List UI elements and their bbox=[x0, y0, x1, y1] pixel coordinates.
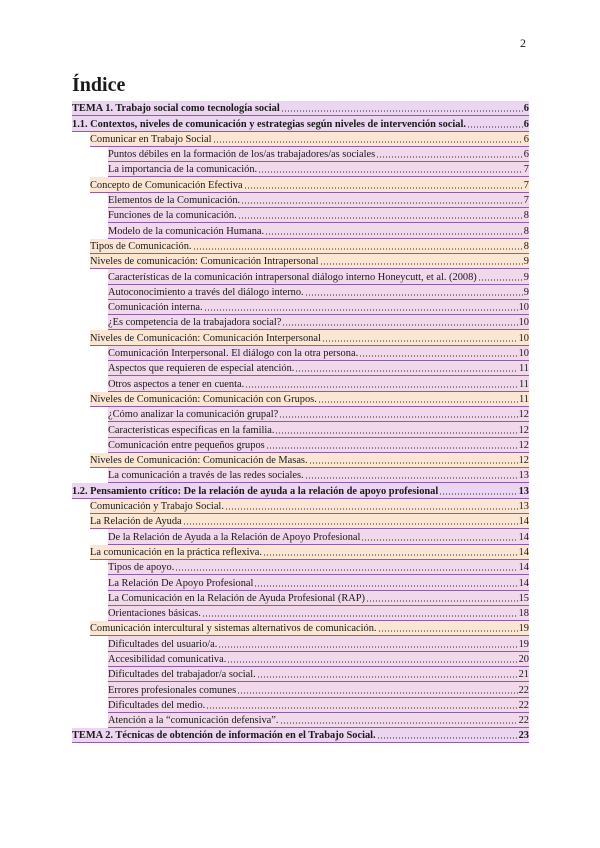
toc-dot-leader bbox=[478, 279, 523, 281]
toc-entry-label: TEMA 1. Trabajo social como tecnología social bbox=[72, 103, 280, 115]
toc-entry-label: La comunicación a través de las redes sociales. bbox=[108, 470, 304, 482]
toc-entry[interactable] bbox=[108, 591, 529, 606]
toc-entry-label: 1.1. Contextos, niveles de comunicación y estrategias según niveles de intervención social. bbox=[72, 118, 466, 130]
toc-dot-leader bbox=[263, 554, 518, 556]
toc-entry[interactable] bbox=[108, 652, 529, 667]
toc-dot-leader bbox=[257, 676, 518, 678]
toc-dot-leader bbox=[275, 432, 517, 434]
toc-entry-label: Dificultades del medio. bbox=[108, 699, 206, 711]
toc-entry-label: Accesibilidad comunicativa. bbox=[108, 653, 227, 665]
toc-dot-leader bbox=[295, 370, 518, 372]
toc-entry-label: Comunicación interna. bbox=[108, 302, 203, 314]
toc-dot-leader bbox=[244, 187, 523, 189]
toc-entry-label: Comunicación Interpersonal. El diálogo con la otra persona. bbox=[108, 348, 359, 360]
toc-entry-page: 12 bbox=[518, 424, 529, 436]
toc-entry-page: 18 bbox=[518, 608, 529, 620]
toc-entry-page: 6 bbox=[523, 149, 529, 161]
toc-entry-label: La importancia de la comunicación. bbox=[108, 164, 258, 176]
toc-dot-leader bbox=[281, 110, 523, 112]
toc-dot-leader bbox=[279, 416, 517, 418]
toc-entry[interactable] bbox=[108, 193, 529, 208]
toc-entry-label: La Relación De Apoyo Profesional bbox=[108, 577, 254, 589]
toc-entry[interactable] bbox=[108, 147, 529, 162]
toc-dot-leader bbox=[376, 156, 523, 158]
toc-entry-page: 10 bbox=[518, 302, 529, 314]
toc-entry-page: 14 bbox=[518, 562, 529, 574]
toc-entry-page: 20 bbox=[518, 653, 529, 665]
toc-entry-label: Comunicación intercultural y sistemas alternativos de comunicación. bbox=[90, 623, 377, 635]
toc-entry[interactable] bbox=[108, 438, 529, 453]
toc-entry-label: Niveles de Comunicación: Comunicación de Masas. bbox=[90, 455, 308, 467]
toc-entry-page: 11 bbox=[518, 363, 529, 375]
toc-entry-page: 12 bbox=[518, 439, 529, 451]
toc-entry[interactable] bbox=[108, 315, 529, 330]
toc-entry-page: 14 bbox=[518, 577, 529, 589]
toc-dot-leader bbox=[193, 248, 523, 250]
toc-entry-label: Modelo de la comunicación Humana. bbox=[108, 225, 265, 237]
toc-entry-label: Concepto de Comunicación Efectiva bbox=[90, 179, 243, 191]
toc-entry[interactable] bbox=[90, 177, 529, 192]
toc-dot-leader bbox=[366, 600, 518, 602]
toc-entry-page: 14 bbox=[518, 516, 529, 528]
toc-dot-leader bbox=[305, 477, 518, 479]
toc-dot-leader bbox=[218, 646, 517, 648]
toc-entry-label: De la Relación de Ayuda a la Relación de Apoyo Profesional bbox=[108, 531, 361, 543]
toc-entry-label: Otros aspectos a tener en cuenta. bbox=[108, 378, 245, 390]
toc-entry-label: Tipos de apoyo. bbox=[108, 562, 175, 574]
toc-entry-label: Características de la comunicación intrapersonal diálogo interno Honeycutt, et al. (2008) bbox=[108, 271, 477, 283]
toc-dot-leader bbox=[227, 661, 517, 663]
toc-dot-leader bbox=[225, 508, 518, 510]
toc-entry[interactable] bbox=[108, 667, 529, 682]
toc-entry[interactable] bbox=[72, 728, 529, 743]
toc-dot-leader bbox=[361, 539, 517, 541]
toc-dot-leader bbox=[204, 309, 518, 311]
toc-entry-page: 19 bbox=[518, 638, 529, 650]
toc-entry-page: 6 bbox=[523, 103, 529, 115]
toc-entry[interactable] bbox=[108, 346, 529, 361]
toc-entry-label: Orientaciones básicas. bbox=[108, 608, 201, 620]
toc-entry-page: 8 bbox=[523, 225, 529, 237]
toc-entry-page: 8 bbox=[523, 240, 529, 252]
toc-dot-leader bbox=[467, 126, 523, 128]
toc-entry-page: 7 bbox=[523, 179, 529, 191]
toc-entry[interactable] bbox=[90, 453, 529, 468]
toc-entry-label: Características específicas en la familia. bbox=[108, 424, 275, 436]
toc-entry[interactable] bbox=[72, 483, 529, 498]
table-of-contents bbox=[72, 101, 529, 743]
toc-entry-page: 9 bbox=[523, 271, 529, 283]
toc-dot-leader bbox=[213, 141, 523, 143]
toc-entry[interactable] bbox=[90, 392, 529, 407]
toc-entry[interactable] bbox=[108, 162, 529, 177]
toc-entry-label: Comunicación y Trabajo Social. bbox=[90, 501, 224, 513]
toc-entry[interactable] bbox=[108, 575, 529, 590]
toc-entry-page: 7 bbox=[523, 164, 529, 176]
toc-entry[interactable] bbox=[90, 132, 529, 147]
toc-dot-leader bbox=[183, 523, 518, 525]
toc-entry[interactable] bbox=[108, 636, 529, 651]
toc-entry-label: Dificultades del trabajador/a social. bbox=[108, 669, 256, 681]
toc-entry[interactable] bbox=[90, 254, 529, 269]
toc-entry-label: La Relación de Ayuda bbox=[90, 516, 182, 528]
toc-entry-page: 9 bbox=[523, 286, 529, 298]
toc-dot-leader bbox=[206, 707, 517, 709]
toc-entry[interactable] bbox=[108, 422, 529, 437]
toc-entry[interactable] bbox=[108, 682, 529, 697]
toc-entry-page: 14 bbox=[518, 546, 529, 558]
page-number: 2 bbox=[520, 36, 526, 50]
toc-entry[interactable] bbox=[108, 407, 529, 422]
toc-entry[interactable] bbox=[108, 285, 529, 300]
toc-dot-leader bbox=[241, 202, 523, 204]
toc-entry-page: 7 bbox=[523, 195, 529, 207]
toc-dot-leader bbox=[320, 263, 523, 265]
toc-entry-page: 21 bbox=[518, 669, 529, 681]
toc-entry-page: 8 bbox=[523, 210, 529, 222]
toc-dot-leader bbox=[309, 462, 518, 464]
toc-dot-leader bbox=[439, 493, 517, 495]
toc-entry[interactable] bbox=[72, 101, 529, 116]
toc-entry-page: 14 bbox=[518, 531, 529, 543]
toc-entry-label: Niveles de Comunicación: Comunicación Interpersonal bbox=[90, 332, 321, 344]
toc-entry-label: Niveles de comunicación: Comunicación Intrapersonal bbox=[90, 256, 319, 268]
toc-entry-page: 19 bbox=[518, 623, 529, 635]
toc-dot-leader bbox=[245, 386, 518, 388]
toc-entry-page: 22 bbox=[518, 684, 529, 696]
toc-entry-page: 12 bbox=[518, 455, 529, 467]
toc-dot-leader bbox=[282, 324, 517, 326]
toc-dot-leader bbox=[175, 569, 517, 571]
toc-entry-label: La comunicación en la práctica reflexiva. bbox=[90, 546, 262, 558]
toc-entry-label: Puntos débiles en la formación de los/as trabajadores/as sociales bbox=[108, 149, 376, 161]
toc-entry-label: Atención a la “comunicación defensiva”. bbox=[108, 715, 279, 727]
toc-entry[interactable] bbox=[108, 361, 529, 376]
toc-entry[interactable] bbox=[108, 713, 529, 728]
toc-entry-label: Autoconocimiento a través del diálogo interno. bbox=[108, 286, 304, 298]
toc-entry-label: Niveles de Comunicación: Comunicación con Grupos. bbox=[90, 393, 317, 405]
toc-dot-leader bbox=[266, 447, 518, 449]
toc-entry[interactable] bbox=[90, 330, 529, 345]
toc-entry-page: 9 bbox=[523, 256, 529, 268]
toc-entry-page: 6 bbox=[523, 118, 529, 130]
toc-entry-label: La Comunicación en la Relación de Ayuda Profesional (RAP) bbox=[108, 592, 366, 604]
toc-entry-label: 1.2. Pensamiento crítico: De la relación de ayuda a la relación de apoyo profesional bbox=[72, 485, 439, 497]
toc-dot-leader bbox=[258, 171, 523, 173]
toc-entry[interactable] bbox=[108, 223, 529, 238]
toc-entry[interactable] bbox=[90, 621, 529, 636]
toc-entry[interactable] bbox=[108, 468, 529, 483]
toc-entry-page: 13 bbox=[518, 485, 529, 497]
toc-entry-page: 13 bbox=[518, 501, 529, 513]
toc-entry-page: 12 bbox=[518, 409, 529, 421]
toc-dot-leader bbox=[322, 340, 518, 342]
toc-dot-leader bbox=[238, 217, 523, 219]
toc-dot-leader bbox=[280, 722, 518, 724]
toc-dot-leader bbox=[265, 233, 523, 235]
toc-title: Índice bbox=[72, 74, 126, 96]
toc-entry-label: ¿Cómo analizar la comunicación grupal? bbox=[108, 409, 279, 421]
toc-entry[interactable] bbox=[108, 560, 529, 575]
toc-entry[interactable] bbox=[90, 499, 529, 514]
toc-entry-label: Elementos de la Comunicación. bbox=[108, 195, 241, 207]
toc-entry[interactable] bbox=[108, 606, 529, 621]
toc-entry-page: 11 bbox=[518, 378, 529, 390]
toc-dot-leader bbox=[378, 630, 518, 632]
toc-entry-label: Errores profesionales comunes bbox=[108, 684, 237, 696]
toc-entry-page: 23 bbox=[518, 730, 529, 742]
toc-entry-page: 15 bbox=[518, 592, 529, 604]
toc-entry[interactable] bbox=[108, 698, 529, 713]
toc-dot-leader bbox=[237, 692, 518, 694]
toc-entry-label: Comunicación entre pequeños grupos bbox=[108, 439, 265, 451]
toc-entry-page: 22 bbox=[518, 699, 529, 711]
toc-dot-leader bbox=[318, 401, 518, 403]
toc-entry-label: TEMA 2. Técnicas de obtención de información en el Trabajo Social. bbox=[72, 730, 376, 742]
toc-entry[interactable] bbox=[90, 514, 529, 529]
toc-entry-page: 10 bbox=[518, 348, 529, 360]
toc-entry-page: 22 bbox=[518, 715, 529, 727]
toc-entry-label: Tipos de Comunicación. bbox=[90, 240, 192, 252]
toc-entry-label: ¿Es competencia de la trabajadora social? bbox=[108, 317, 282, 329]
toc-entry[interactable] bbox=[108, 269, 529, 284]
toc-entry[interactable] bbox=[108, 208, 529, 223]
toc-entry-label: Comunicar en Trabajo Social bbox=[90, 133, 212, 145]
toc-dot-leader bbox=[202, 615, 518, 617]
toc-dot-leader bbox=[377, 737, 518, 739]
toc-dot-leader bbox=[254, 585, 517, 587]
toc-entry-page: 13 bbox=[518, 470, 529, 482]
toc-entry[interactable] bbox=[90, 239, 529, 254]
toc-entry[interactable] bbox=[72, 116, 529, 131]
toc-entry[interactable] bbox=[108, 529, 529, 544]
toc-entry-label: Funciones de la comunicación. bbox=[108, 210, 237, 222]
toc-entry-page: 10 bbox=[518, 332, 529, 344]
toc-entry-label: Aspectos que requieren de especial atención. bbox=[108, 363, 295, 375]
toc-entry-page: 10 bbox=[518, 317, 529, 329]
toc-dot-leader bbox=[359, 355, 517, 357]
toc-entry[interactable] bbox=[108, 300, 529, 315]
toc-entry[interactable] bbox=[90, 545, 529, 560]
toc-entry-page: 6 bbox=[523, 133, 529, 145]
toc-dot-leader bbox=[305, 294, 523, 296]
toc-entry-label: Dificultades del usuario/a. bbox=[108, 638, 218, 650]
toc-entry[interactable] bbox=[108, 376, 529, 391]
toc-entry-page: 11 bbox=[518, 393, 529, 405]
